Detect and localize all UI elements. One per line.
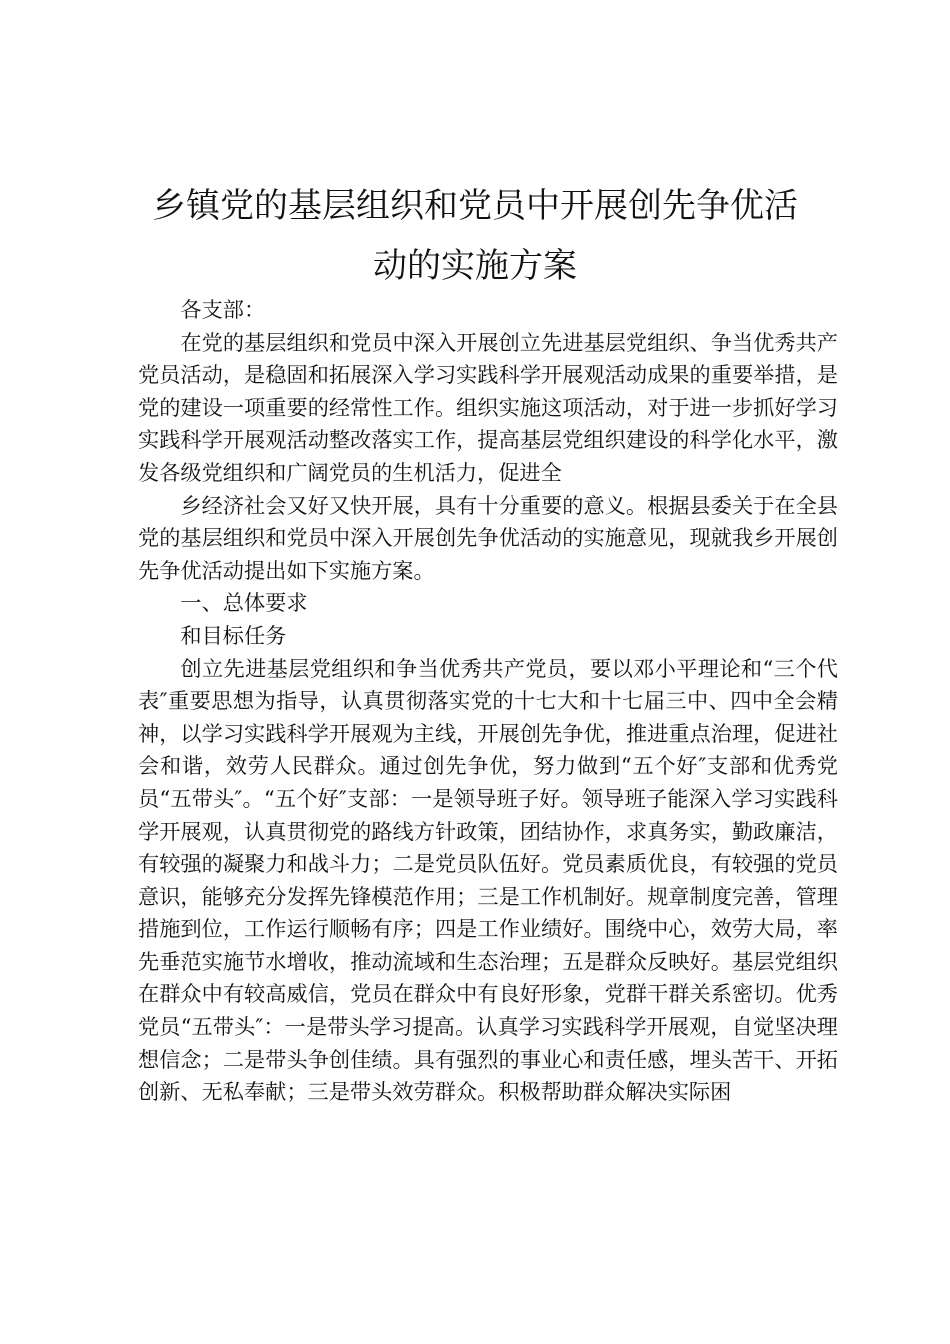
body-paragraph: 在党的基层组织和党员中深入开展创立先进基层党组织、争当优秀共产党员活动，是稳固和拓展深入学习实践科学开展观活动成果的重要举措，是党的建设一项重要的经常性工作。组织实施这项活动，对于进一步抓好学习实践科学开展观活动整改落实工作，提高基层党组织建设的科学化水平，激发各级党组织和广阔党员的生机活力，促进全: [138, 329, 838, 485]
document-title-line-1: 乡镇党的基层组织和党员中开展创先争优活: [152, 186, 798, 226]
body-paragraph: 创立先进基层党组织和争当优秀共产党员，要以邓小平理论和“三个代表″重要思想为指导，认真贯彻落实党的十七大和十七届三中、四中全会精神，以学习实践科学开展观为主线，开展创先争优，推进重点治理，促进社会和谐，效劳人民群众。通过创先争优，努力做到“五个好″支部和优秀党员“五带头″。“五个好″支部：一是领导班子好。领导班子能深入学习实践科学开展观，认真贯彻党的路线方针政策，团结协作，求真务实，勤政廉洁，有较强的凝聚力和战斗力；二是党员队伍好。党员素质优良，有较强的党员意识，能够充分发挥先锋模范作用；三是工作机制好。规章制度完善，管理措施到位，工作运行顺畅有序；四是工作业绩好。围绕中心，效劳大局，率先垂范实施节水增收，推动流域和生态治理；五是群众反映好。基层党组织在群众中有较高威信，党员在群众中有良好形象，党群干群关系密切。优秀党员“五带头″：一是带头学习提高。认真学习实践科学开展观，自觉坚决理想信念；二是带头争创佳绩。具有强烈的事业心和责任感，埋头苦干、开拓创新、无私奉献；三是带头效劳群众。积极帮助群众解决实际困: [138, 655, 838, 1105]
salutation: 各支部：: [180, 297, 266, 322]
section-heading: 一、总体要求: [180, 590, 308, 616]
section-heading-continued: 和目标任务: [180, 622, 287, 648]
body-paragraph: 乡经济社会又好又快开展，具有十分重要的意义。根据县委关于在全县党的基层组织和党员中深入开展创先争优活动的实施意见，现就我乡开展创先争优活动提出如下实施方案。: [138, 492, 838, 583]
document-body: [138, 294, 838, 1109]
document-title-line-2: 动的实施方案: [373, 246, 577, 286]
